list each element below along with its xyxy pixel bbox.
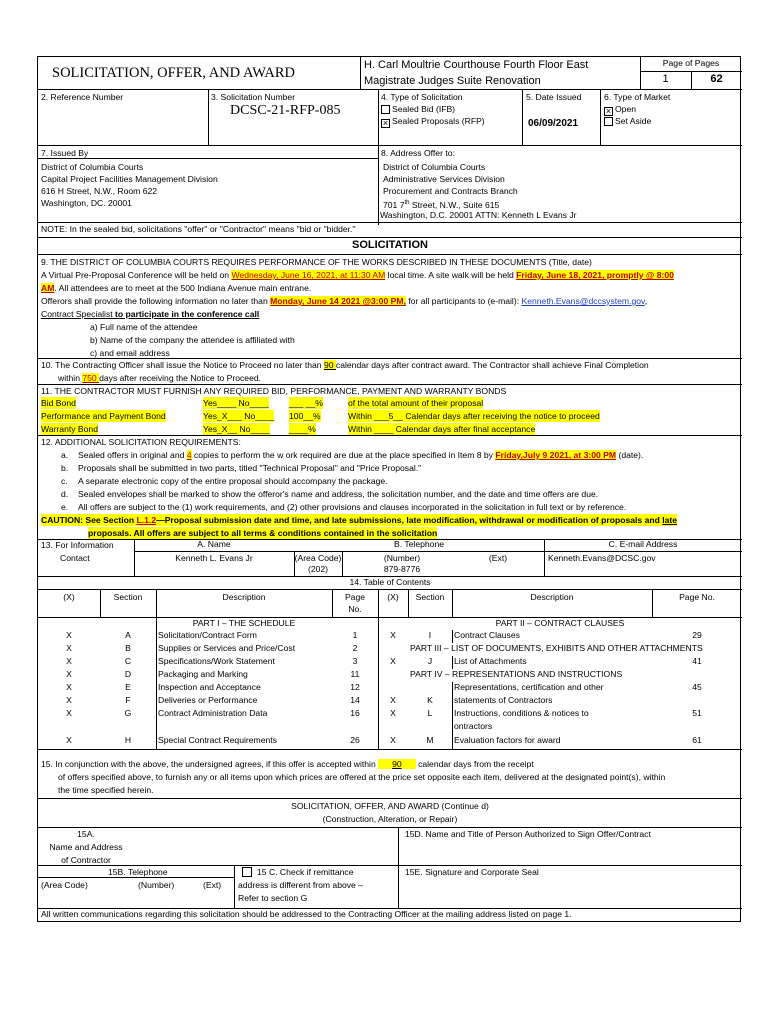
toc-section: H — [124, 735, 132, 745]
item-12-e: All offers are subject to the (1) work requirements, and (2) other provisions and clauses incorporated in the solicitation in full text or by reference. — [78, 502, 627, 512]
item-9-requirement: a) Full name of the attendee — [90, 322, 198, 332]
bond-percent: 100__% — [289, 411, 321, 421]
item-12-title: 12. ADDITIONAL SOLICITATION REQUIREMENTS: — [41, 437, 241, 447]
toc-description[interactable]: Contract Administration Data — [158, 708, 268, 718]
toc-title: 14. Table of Contents — [349, 577, 431, 587]
bond-name: Warranty Bond — [41, 424, 98, 434]
bond-percent: ___ __% — [289, 398, 323, 408]
item-9-meet-line: AM. All attendees are to meet at the 500 Indiana Avenue main entrane. — [41, 283, 312, 293]
toc-page: 41 — [692, 656, 702, 666]
toc-section: J — [427, 656, 433, 666]
number-value: 879-8776 — [383, 564, 421, 574]
item-15-line-2: of offers specified above, to furnish any or all items upon which prices are offered at the price set opposite each item, delivered at the designated point(s), within — [58, 772, 666, 782]
address-line-1: District of Columbia Courts — [383, 162, 486, 172]
item-9-requirement: c) and email address — [90, 348, 170, 358]
continued-title: SOLICITATION, OFFER, AND AWARD (Continue d) — [291, 801, 489, 811]
item-15c-line-3: Refer to section G — [238, 893, 308, 903]
bond-name: Performance and Payment Bond — [41, 411, 166, 421]
type-of-market-label: 6. Type of Market — [604, 92, 671, 102]
sealed-proposals-checkbox[interactable]: × — [382, 118, 389, 128]
issued-by-line-1: District of Columbia Courts — [41, 162, 144, 172]
address-line-3: Procurement and Contracts Branch — [383, 186, 518, 196]
toc-description[interactable]: statements of Contractors — [454, 695, 553, 705]
toc-x-header: (X) — [387, 592, 399, 602]
toc-page: 1 — [352, 630, 358, 640]
toc-page: 26 — [350, 735, 360, 745]
number-label: (Number) — [383, 553, 421, 563]
bond-description: Within ___5__ Calendar days after receiving the notice to proceed — [348, 411, 600, 421]
toc-section-header: Section — [113, 592, 143, 602]
toc-part-3: PART III – LIST OF DOCUMENTS, EXHIBITS AND OTHER ATTACHMENTS — [410, 643, 703, 653]
solicitation-number: DCSC-21-RFP-085 — [230, 103, 341, 118]
issued-by-line-3: 616 H Street, N.W., Room 622 — [41, 186, 158, 196]
number-label: (Number) — [138, 880, 175, 890]
issued-by-line-4: Washington, DC. 20001 — [41, 198, 132, 208]
area-code-label: (Area Code) — [41, 880, 88, 890]
open-checkbox[interactable]: × — [605, 106, 612, 116]
item-12-letter: c. — [61, 476, 68, 486]
item-15a-label: 15A. — [77, 829, 95, 839]
page-of-pages-label: Page of Pages — [662, 58, 720, 68]
toc-mark: X — [66, 643, 72, 653]
caution-line-1: CAUTION: See Section L.1.2—Proposal submission date and time, and late submissions, late modification, withdrawal or modification of proposals and late — [41, 515, 678, 525]
item-15c-line-2: address is different from above – — [238, 880, 363, 890]
page-number: 1 — [662, 73, 669, 85]
telephone-label: B. Telephone — [393, 539, 444, 549]
item-15-line-1: 15. In conjunction with the above, the undersigned agrees, if this offer is accepted within 90 calendar days from the receipt — [41, 759, 534, 769]
total-pages: 62 — [710, 73, 723, 85]
name-label: A. Name — [197, 539, 231, 549]
toc-section: K — [427, 695, 433, 705]
reference-number-label: 2. Reference Number — [41, 92, 124, 102]
item-12-a: Sealed offers in original and 4 copies to perform the w ork required are due at the place specified in Item 8 by Friday,July 9 2021, at 3:00 PM (date). — [78, 450, 644, 460]
address-line-2: Administrative Services Division — [383, 174, 505, 184]
item-15-line-3: the time specified herein. — [58, 785, 154, 795]
item-13-label-contact: Contact — [60, 553, 90, 563]
item-12-letter: e. — [61, 502, 69, 512]
toc-page: 61 — [692, 735, 702, 745]
contact-name: Kenneth L. Evans Jr — [175, 553, 253, 563]
toc-description[interactable]: Inspection and Acceptance — [158, 682, 261, 692]
item-15a-label-3: of Contractor — [61, 855, 111, 865]
email-label: C. E-mail Address — [608, 539, 678, 549]
item-15e-label: 15E. Signature and Corporate Seal — [405, 867, 539, 877]
toc-mark: X — [66, 656, 72, 666]
item-11-title: 11. THE CONTRACTOR MUST FURNISH ANY REQUIRED BID, PERFORMANCE, PAYMENT AND WARRANTY BONDS — [41, 386, 507, 396]
address-offer-label: 8. Address Offer to: — [381, 148, 455, 158]
date-issued-label: 5. Date Issued — [526, 92, 582, 102]
toc-description[interactable]: List of Attachments — [454, 656, 527, 666]
item-9-requirement: b) Name of the company the attendee is affiliated with — [90, 335, 295, 345]
bond-yes-no: Yes____ No____ — [203, 398, 269, 408]
toc-description[interactable]: Packaging and Marking — [158, 669, 248, 679]
toc-section: A — [125, 630, 131, 640]
item-12-letter: b. — [61, 463, 69, 473]
project-line-1: H. Carl Moultrie Courthouse Fourth Floor East — [364, 59, 589, 71]
bond-description: of the total amount of their proposal — [348, 398, 484, 408]
sealed-proposals-option: × Sealed Proposals (RFP) — [382, 116, 485, 128]
item-13-label: 13. For Information — [41, 540, 114, 550]
toc-page: 14 — [350, 695, 360, 705]
toc-description[interactable]: Supplies or Services and Price/Cost — [158, 643, 296, 653]
form-title: SOLICITATION, OFFER, AND AWARD — [52, 65, 295, 81]
toc-description[interactable]: Special Contract Requirements — [158, 735, 277, 745]
continued-subtitle: (Construction, Alteration, or Repair) — [322, 814, 458, 824]
toc-page-no-header: Page No. — [679, 592, 715, 602]
toc-section: D — [124, 669, 132, 679]
toc-section: F — [125, 695, 131, 705]
ext-label: (Ext) — [488, 553, 508, 563]
item-9-conference-line: A Virtual Pre-Proposal Conference will be held on Wednesday, June 16, 2021, at 11:30 AM local time. A site walk will be held Friday, June 18, 2021, promptly @ 8:00 — [41, 270, 674, 280]
issued-by-label: 7. Issued By — [41, 148, 89, 158]
date-issued: 06/09/2021 — [528, 118, 579, 129]
open-market-option: × Open — [605, 104, 637, 116]
toc-mark: X — [66, 695, 72, 705]
bond-percent: ____% — [289, 424, 316, 434]
item-15c-line-1: 15 C. Check if remittance — [242, 867, 353, 877]
toc-description[interactable]: Instructions, conditions & notices to — [454, 708, 589, 718]
set-aside-option: Set Aside — [604, 116, 651, 126]
project-line-2: Magistrate Judges Suite Renovation — [364, 75, 541, 87]
ext-label: (Ext) — [203, 880, 222, 890]
toc-part-1: PART I – THE SCHEDULE — [192, 618, 296, 628]
toc-section: M — [426, 735, 434, 745]
item-12-b: Proposals shall be submitted in two parts, titled "Technical Proposal" and "Price Proposal." — [78, 463, 422, 473]
item-12-d: Sealed envelopes shall be marked to show the offeror's name and address, the solicitation number, and the date and time offers are due. — [78, 489, 599, 499]
toc-mark: X — [66, 669, 72, 679]
contact-email: Kenneth.Evans@DCSC.gov — [548, 553, 656, 563]
solicitation-heading: SOLICITATION — [352, 239, 428, 251]
toc-part-2: PART II – CONTRACT CLAUSES — [495, 618, 625, 628]
area-code-value: (202) — [307, 564, 329, 574]
type-of-solicitation-label: 4. Type of Solicitation — [381, 92, 463, 102]
toc-description-header: Description — [530, 592, 574, 602]
bond-yes-no: Yes_X__ No____ — [203, 424, 270, 434]
sealed-bid-option: Sealed Bid (IFB) — [381, 104, 455, 114]
item-15d-label: 15D. Name and Title of Person Authorized to Sign Offer/Contract — [405, 829, 651, 839]
toc-page-no-header: No. — [348, 604, 362, 614]
toc-section: G — [124, 708, 132, 718]
toc-description[interactable]: Specifications/Work Statement — [158, 656, 275, 666]
toc-section: E — [125, 682, 131, 692]
item-10-line-1: 10. The Contracting Officer shall issue the Notice to Proceed no later than 90 calendar days after contract award. The Contractor shall achieve Final Completion — [41, 360, 649, 370]
toc-mark: X — [66, 708, 72, 718]
toc-part-4: PART IV – REPRESENTATIONS AND INSTRUCTIONS — [410, 669, 623, 679]
toc-page: 3 — [352, 656, 358, 666]
toc-mark: X — [66, 735, 72, 745]
toc-section: C — [124, 656, 132, 666]
sealed-bid-checkbox[interactable] — [381, 105, 390, 114]
item-12-c: A separate electronic copy of the entire proposal should accompany the package. — [78, 476, 388, 486]
toc-page: 16 — [350, 708, 360, 718]
remittance-checkbox[interactable] — [242, 867, 252, 877]
item-12-letter: d. — [61, 489, 69, 499]
bond-name: Bid Bond — [41, 398, 76, 408]
note-text: NOTE: In the sealed bid, solicitations "offer" or "Contractor" means "bid or "bidder." — [41, 224, 356, 234]
solicitation-form — [37, 56, 741, 922]
toc-mark: X — [390, 656, 396, 666]
issued-by-line-2: Capital Project Facilities Management Division — [41, 174, 218, 184]
toc-mark: X — [390, 630, 396, 640]
toc-description-header: Description — [222, 592, 266, 602]
toc-description[interactable]: Representations, certification and other — [454, 682, 604, 692]
toc-description[interactable]: ontractors — [454, 721, 493, 731]
toc-description[interactable]: Evaluation factors for award — [454, 735, 561, 745]
contact-email-link[interactable]: Kenneth.Evans@dccsystem.gov — [521, 296, 645, 306]
toc-section-header: Section — [415, 592, 445, 602]
caution-line-2: proposals. All offers are subject to all terms & conditions contained in the solicitation — [88, 528, 438, 538]
bond-yes-no: Yes_X___ No____ — [203, 411, 275, 421]
bond-description: Within ____ Calendar days after final acceptance — [348, 424, 536, 434]
toc-section: L — [427, 708, 433, 718]
toc-section: B — [125, 643, 131, 653]
set-aside-checkbox[interactable] — [604, 117, 613, 126]
item-12-letter: a. — [61, 450, 69, 460]
toc-page: 11 — [350, 669, 360, 679]
toc-mark: X — [66, 682, 72, 692]
toc-page: 51 — [692, 708, 702, 718]
toc-page: 12 — [350, 682, 360, 692]
toc-x-header: (X) — [63, 592, 75, 602]
toc-mark: X — [66, 630, 72, 640]
toc-page: 29 — [692, 630, 702, 640]
address-line-4: 701 7th Street, N.W., Suite 615 — [383, 199, 500, 210]
toc-mark: X — [390, 695, 396, 705]
toc-section: I — [428, 630, 432, 640]
toc-page: 45 — [692, 682, 702, 692]
item-9-deadline-line: Offerors shall provide the following information no later than Monday, June 14 2021 @3:00 PM, for all participants to (e-mail): Kenneth.Evans@dccsystem.gov, — [41, 296, 648, 306]
item-15b-label: 15B. Telephone — [108, 867, 168, 877]
toc-page-header: Page — [344, 592, 366, 602]
toc-description[interactable]: Deliveries or Performance — [158, 695, 258, 705]
item-15a-label-2: Name and Address — [49, 842, 123, 852]
area-code-label: (Area Code) — [294, 553, 342, 563]
item-10-line-2: within 750 days after receiving the Notice to Proceed. — [58, 373, 262, 383]
address-line-5: Washington, D.C. 20001 ATTN: Kenneth L Evans Jr — [380, 210, 577, 220]
item-9-specialist-line: Contract Specialist to participate in the conference call — [41, 309, 260, 319]
toc-description[interactable]: Contract Clauses — [454, 630, 520, 640]
toc-mark: X — [390, 708, 396, 718]
solicitation-number-label: 3. Solicitation Number — [211, 92, 296, 102]
toc-description[interactable]: Solicitation/Contract Form — [158, 630, 257, 640]
item-9-title: 9. THE DISTRICT OF COLUMBIA COURTS REQUIRES PERFORMANCE OF THE WORKS DESCRIBED IN THESE DOCUMENTS (Title, date) — [41, 257, 592, 267]
footer-note: All written communications regarding this solicitation should be addressed to the Contracting Officer at the mailing address listed on page 1. — [41, 909, 572, 919]
toc-mark: X — [390, 735, 396, 745]
toc-page: 2 — [352, 643, 358, 653]
